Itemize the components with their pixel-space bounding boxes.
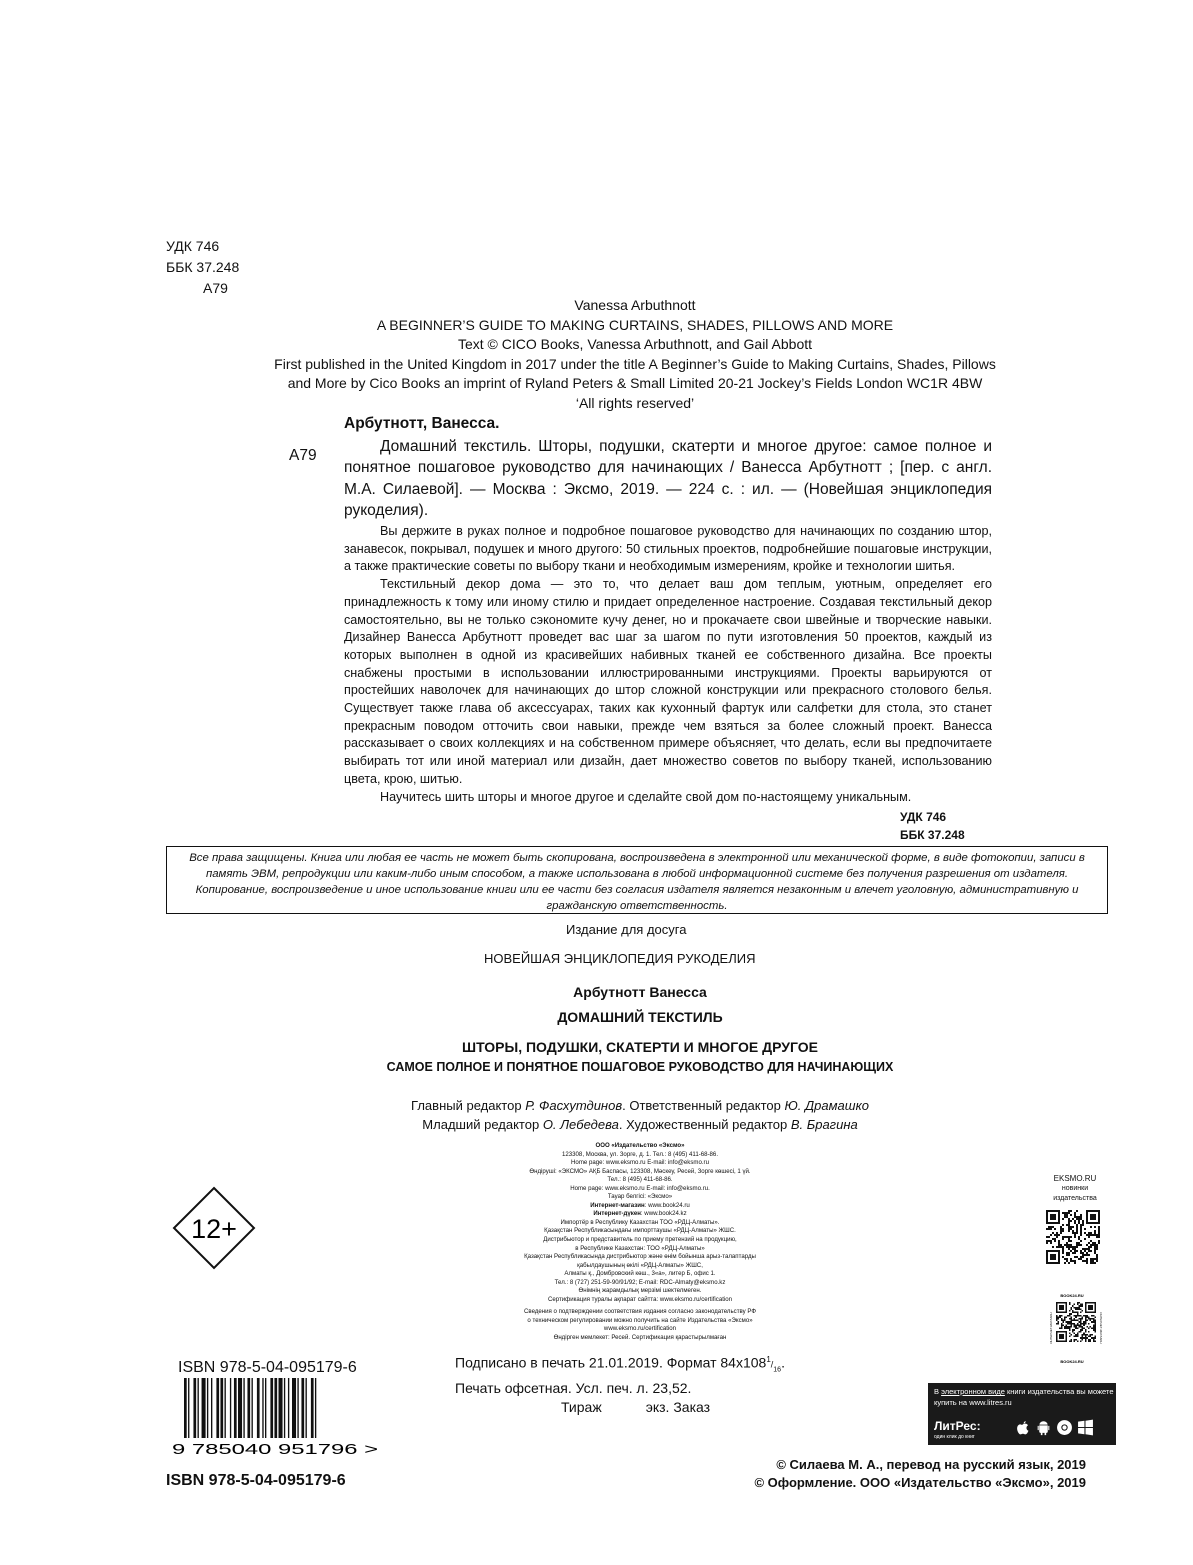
abstract-paragraph: Вы держите в руках полное и подробное пошаговое руководство для начинающих по созданию штор, занавесок, покрывал, подушек и много другого: 50 стильных проектов, подробнейшие пошаговые инструкции, а также практические советы по выбору ткани и необходимым измерениям, кройке и технологии шитья. bbox=[344, 524, 992, 574]
eksmo-site-label bbox=[1040, 1174, 1110, 1204]
imprint-line: о техническом регулировании можно получить на сайте Издательства «Эксмо» bbox=[527, 1316, 753, 1324]
publisher-name: ООО «Издательство «Эксмо» bbox=[595, 1142, 685, 1149]
android-icon[interactable] bbox=[1035, 1419, 1052, 1436]
print-run-label: Тираж bbox=[561, 1399, 602, 1416]
abstract-paragraph: Научитесь шить шторы и многое другое и сделайте свой дом по-настоящему уникальным. bbox=[380, 789, 912, 804]
editors bbox=[300, 1096, 980, 1134]
imprint-line: Тауар белгісі: «Эксмо» bbox=[607, 1193, 673, 1201]
print-signed: Подписано в печать 21.01.2019. Формат $84х108^1/_{16}$. bbox=[455, 1354, 785, 1374]
entry-author: Арбутнотт, Ванесса. bbox=[344, 415, 500, 432]
imprint-line: www.eksmo.ru/certification bbox=[603, 1325, 677, 1333]
print-format: Подписано в печать 21.01.2019. Формат 84х108 bbox=[455, 1354, 767, 1371]
imprint-line: Өндіруші: «ЭКСМО» АҚБ Баспасы, 123308, Мәскеу, Ресей, Зорге көшесі, 1 үй. bbox=[529, 1167, 751, 1175]
litres-text bbox=[934, 1386, 1114, 1408]
rights-notice: Все права защищены. Книга или любая ее часть не может быть скопирована, воспроизведена в электронной или механической форме, в виде фотокопии, записи в память ЭВМ, репродукции или каким-либо иным способом, а также использована в любой информационной системе без получения разрешения от издателя. Копирование, воспроизведение и иное использование книги или ее части без согласия издателя является незаконным и влечет уголовную, административную и гражданскую ответственность. bbox=[166, 846, 1108, 914]
imprint-line: Тел.: 8 (495) 411-68-86. bbox=[607, 1176, 673, 1184]
art-editor-name: В. Брагина bbox=[790, 1117, 858, 1132]
windows-icon[interactable] bbox=[1077, 1419, 1094, 1436]
udk-code: УДК 746 bbox=[900, 810, 947, 824]
litres-logo: ЛитРес: bbox=[934, 1419, 981, 1433]
credit-line: A BEGINNER’S GUIDE TO MAKING CURTAINS, SHADES, PILLOWS AND MORE bbox=[376, 316, 894, 333]
format-denominator: 16 bbox=[773, 1366, 782, 1374]
print-run bbox=[455, 1398, 785, 1417]
udk-block-right bbox=[900, 808, 965, 844]
abstract-paragraph: Текстильный декор дома — это то, что делает ваш дом теплым, уютным, определяет его принадлежность к тому или иному стилю и придает определенное настроение. Создавая текстильный декор самостоятельно, вы не только сэкономите кучу денег, но и прокачаете свои швейные и творческие навыки. Дизайнер Ванесса Арбутнотт проведет вас шаг за шагом по пути изготовления 50 проектов, каждый из которых выполнен в одной из красивейших набивных тканей ее собственного дизайна. Все проекты снабжены простыми в использовании иллюстрированными инструкциями. Проекты варьируются от простейших наволочек для начинающих до штор сложной конструкции или прекрасного столового белья. Существует также глава об аксессуарах, таких как кухонный фартук или салфетки для стола, это станет прекрасным поводом отточить свои навыки, прежде чем взяться за более сложный проект. Ванесса рассказывает о своих коллекциях и на собственном примере объясняет, что делать, если вы предпочитаете выбирать тот или иной материал или дизайн, дает множество советов по выбору тканей, использованию цвета, крою, шитью. bbox=[344, 577, 992, 786]
publisher-imprint bbox=[460, 1142, 820, 1343]
isbn-label: ISBN 978-5-04-095179-6 bbox=[178, 1359, 357, 1376]
qr-book24-bottom: BOOK24.RU bbox=[1060, 1359, 1084, 1364]
editors-line-2 bbox=[300, 1115, 980, 1134]
chief-editor-name: Р. Фасхутдинов bbox=[525, 1098, 623, 1113]
original-credits bbox=[150, 296, 1120, 413]
imprint-line: Импортёр в Республику Казахстан ТОО «РДЦ-Алматы». bbox=[560, 1218, 720, 1226]
qr-book24-top: BOOK24.RU bbox=[1060, 1293, 1084, 1298]
editors-line-1 bbox=[300, 1096, 980, 1115]
imprint-line: Дистрибьютор и представитель по приему претензий на продукцию, bbox=[543, 1236, 737, 1244]
author-name: Арбутнотт Ванесса bbox=[573, 984, 707, 1000]
credit-line: ‘All rights reserved’ bbox=[575, 394, 695, 411]
litres-tagline: один клик до книг bbox=[934, 1434, 975, 1440]
print-order-label: экз. Заказ bbox=[645, 1399, 711, 1416]
imprint-line: Алматы қ., Домбровский көш., 3«а», литер Б, офис 1. bbox=[564, 1270, 716, 1278]
responsible-editor-label: . Ответственный редактор bbox=[622, 1098, 781, 1113]
author-mark: А79 bbox=[203, 280, 228, 296]
platform-icons bbox=[1014, 1419, 1094, 1436]
imprint-line: в Республике Казахстан: ТОО «РДЦ-Алматы» bbox=[575, 1244, 705, 1252]
litres-text-pre: В bbox=[934, 1387, 942, 1396]
bbk-code: ББК 37.248 bbox=[900, 828, 965, 842]
abstract bbox=[344, 523, 992, 806]
copyright-translation: © Силаева М. А., перевод на русский язык, 2019 bbox=[776, 1457, 1086, 1472]
imprint-line: Сертификация туралы ақпарат сайтта: www.eksmo.ru/certification bbox=[547, 1295, 733, 1303]
bbk-code: ББК 37.248 bbox=[166, 259, 240, 275]
series-name: НОВЕЙШАЯ ЭНЦИКЛОПЕДИЯ РУКОДЕЛИЯ bbox=[484, 951, 756, 966]
litres-link[interactable]: электронном виде bbox=[941, 1387, 1005, 1396]
litres-text-post: книги издательства вы можете купить на www.litres.ru bbox=[934, 1387, 1114, 1407]
imprint-line: Қазақстан Республикасында дистрибьютор және өнім бойынша арыз-талаптарды bbox=[524, 1253, 756, 1261]
copyright bbox=[700, 1456, 1086, 1492]
imprint-line: Home page: www.eksmo.ru E-mail: info@eksmo.ru. bbox=[570, 1184, 710, 1192]
book-subtitle: ШТОРЫ, ПОДУШКИ, СКАТЕРТИ И МНОГОЕ ДРУГОЕ bbox=[462, 1039, 818, 1055]
imprint-line bbox=[460, 1210, 820, 1219]
shop-kz-label: Интернет-дүкен bbox=[593, 1210, 641, 1218]
imprint-line: 123308, Москва, ул. Зорге, д. 1. Тел.: 8 (495) 411-68-86. bbox=[561, 1150, 719, 1158]
credit-line: First published in the United Kingdom in 2017 under the title A Beginner’s Guide to Making Curtains, Shades, Pillows bbox=[274, 355, 996, 372]
format-end: . bbox=[781, 1354, 785, 1371]
litres-banner[interactable] bbox=[928, 1383, 1116, 1445]
print-info bbox=[455, 1350, 785, 1417]
entry-description-text: Домашний текстиль. Шторы, подушки, скатерти и многое другое: самое полное и понятное пошаговое руководство для начинающих / Ванесса Арбутнотт ; [пер. с англ. М.А. Силаевой]. — Москва : Эксмо, 2019. — 224 с. : ил. — (Новейшая энциклопедия рукоделия). bbox=[344, 438, 992, 519]
entry-description bbox=[344, 436, 992, 521]
isbn-bottom: ISBN 978-5-04-095179-6 bbox=[166, 1472, 346, 1489]
qr-book24-side-right: ИНТЕРНЕТ-МАГАЗИН bbox=[1099, 1312, 1103, 1344]
age-rating-text: 12+ bbox=[191, 1214, 237, 1244]
imprint-line: Өнімнің жарамдылық мерзімі шектелмеген. bbox=[578, 1287, 702, 1295]
credit-line: Vanessa Arbuthnott bbox=[574, 297, 696, 313]
udk-block bbox=[166, 236, 239, 299]
qr-book24-side-left: ИНТЕРНЕТ-МАГАЗИН bbox=[1049, 1312, 1053, 1344]
barcode-digits: 9 785040 951796 > bbox=[172, 1441, 379, 1456]
imprint-line: Өндірген мемлекет: Ресей. Сертификация қарастырылмаған bbox=[553, 1334, 727, 1342]
shop-kz-url: : www.book24.kz bbox=[640, 1210, 687, 1218]
imprint-line: қабылдаушының өкілі «РДЦ-Алматы» ЖШС, bbox=[577, 1261, 703, 1269]
copyright-design: © Оформление. ООО «Издательство «Эксмо», 2019 bbox=[754, 1475, 1086, 1490]
junior-editor-label: Младший редактор bbox=[422, 1117, 540, 1132]
edition-type: Издание для досуга bbox=[566, 922, 687, 937]
book-subtitle-secondary: САМОЕ ПОЛНОЕ И ПОНЯТНОЕ ПОШАГОВОЕ РУКОВОДСТВО ДЛЯ НАЧИНАЮЩИХ bbox=[386, 1060, 894, 1074]
udk-code: УДК 746 bbox=[166, 238, 220, 254]
eksmo-caption: новинки издательства bbox=[1053, 1185, 1097, 1202]
book-title: ДОМАШНИЙ ТЕКСТИЛЬ bbox=[557, 1009, 723, 1025]
imprint-line: Сведения о подтверждении соответствия издания согласно законодательству РФ bbox=[524, 1308, 756, 1316]
credit-line: Text © CICO Books, Vanessa Arbuthnott, and Gail Abbott bbox=[457, 336, 813, 352]
eksmo-url: EKSMO.RU bbox=[1053, 1174, 1097, 1183]
imprint-line bbox=[460, 1202, 820, 1211]
chrome-icon[interactable] bbox=[1056, 1419, 1073, 1436]
apple-icon[interactable] bbox=[1014, 1419, 1031, 1436]
chief-editor-label: Главный редактор bbox=[411, 1098, 522, 1113]
qr-code-book24-icon[interactable] bbox=[1040, 1292, 1108, 1364]
imprint-line: Home page: www.eksmo.ru E-mail: info@eksmo.ru bbox=[571, 1159, 709, 1167]
age-rating-badge bbox=[172, 1186, 256, 1270]
format-numerator: 1 bbox=[766, 1355, 771, 1364]
barcode-icon bbox=[170, 1378, 380, 1456]
entry-author-mark: А79 bbox=[289, 447, 317, 464]
shop-url: : www.book24.ru bbox=[644, 1201, 690, 1209]
print-type: Печать офсетная. Усл. печ. л. 23,52. bbox=[455, 1380, 692, 1397]
credit-line: and More by Cico Books an imprint of Ryland Peters & Small Limited 20-21 Jockey’s Fields London WC1R 4BW bbox=[287, 375, 983, 391]
imprint-line: Қазақстан Республикасындағы импорттаушы «РДЦ-Алматы» ЖШС. bbox=[544, 1227, 736, 1235]
responsible-editor-name: Ю. Драмашко bbox=[784, 1098, 869, 1113]
shop-label: Интернет-магазин bbox=[590, 1201, 645, 1209]
imprint-line: Тел.: 8 (727) 251-59-90/91/92; E-mail: RDC-Almaty@eksmo.kz bbox=[554, 1278, 726, 1286]
junior-editor-name: О. Лебедева bbox=[542, 1117, 619, 1132]
qr-code-eksmo-icon[interactable] bbox=[1046, 1210, 1100, 1264]
art-editor-label: . Художественный редактор bbox=[618, 1117, 788, 1132]
